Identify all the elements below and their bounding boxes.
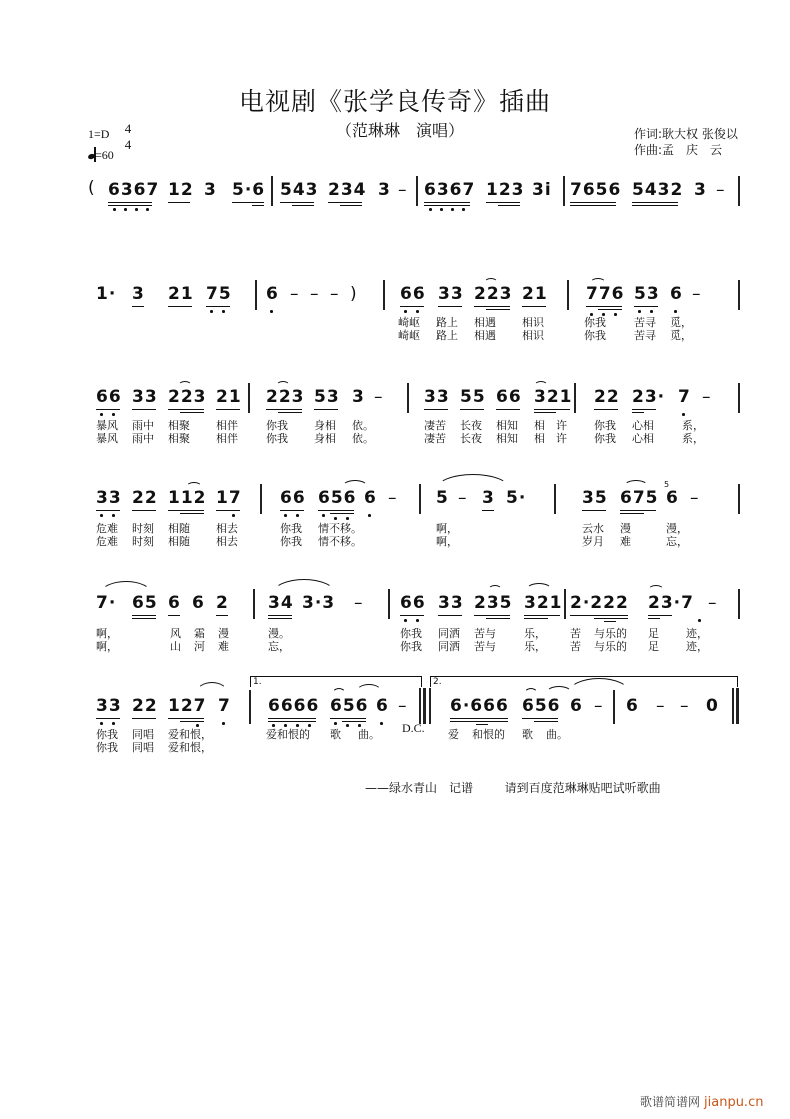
volta-1 — [250, 676, 422, 687]
note: 7 — [218, 696, 231, 716]
note: 7 — [678, 387, 691, 407]
note-group: 21 — [168, 284, 194, 304]
note-group: 543 — [280, 180, 319, 200]
lyric: 曲。 — [546, 728, 568, 741]
lyric: 爱和恨， — [168, 741, 212, 754]
lyric: 你我 — [280, 535, 302, 548]
note: 6 — [570, 696, 583, 716]
lyric: 崎岖 — [398, 316, 420, 329]
dash: – — [716, 180, 726, 200]
time-signature-top: 4 — [124, 121, 132, 136]
note: 3 — [378, 180, 391, 200]
lyric: 啊， — [436, 522, 458, 535]
lyric: 歌 — [330, 728, 341, 741]
staff-row-3 — [86, 383, 746, 453]
lyric: 爱和恨的 — [266, 728, 310, 741]
lyric: 危难 — [96, 535, 118, 548]
note-group: 53 — [634, 284, 660, 304]
lyric: 觅， — [670, 329, 692, 342]
lyric: 情不移。 — [318, 522, 362, 535]
credits — [634, 126, 738, 158]
note-group: 223 — [266, 387, 305, 407]
note-group: 21 — [522, 284, 548, 304]
lyric: 苦寻 — [634, 329, 656, 342]
time-signature-bottom: 4 — [124, 137, 132, 152]
lyric: 雨中 — [132, 419, 154, 432]
lyric: 你我 — [400, 627, 422, 640]
note-group: 3·3 — [302, 593, 336, 613]
note-group: 34 — [268, 593, 294, 613]
dash: – — [656, 696, 666, 716]
song-title: 电视剧《张学良传奇》插曲 — [238, 87, 551, 116]
lyric: 相遇 — [474, 316, 496, 329]
lyric: 风 — [170, 627, 181, 640]
grace-note: 5 — [664, 480, 670, 489]
note-group: 6·666 — [450, 696, 509, 716]
lyric: 你我 — [594, 432, 616, 445]
note-group: 33 — [438, 284, 464, 304]
dash: – — [708, 593, 718, 613]
lyric: 系， — [682, 432, 704, 445]
note-group: 66 — [400, 593, 426, 613]
note-group: 66 — [280, 488, 306, 508]
note-group: 33 — [132, 387, 158, 407]
lyric: 心相 — [632, 432, 654, 445]
lyric: 你我 — [280, 522, 302, 535]
lyric: 足 — [648, 627, 659, 640]
lyric: 歌 — [522, 728, 533, 741]
note-group: 5432 — [632, 180, 684, 200]
lyric: 你我 — [96, 741, 118, 754]
lyric: 系， — [682, 419, 704, 432]
note-group: 33 — [424, 387, 450, 407]
lyric: 长夜 — [460, 419, 482, 432]
lyric: 相识 — [522, 329, 544, 342]
lyric: 相 许 — [534, 432, 567, 445]
volta-2-label: 2. — [433, 677, 442, 687]
lyric: 相随 — [168, 522, 190, 535]
lyric: 迹， — [686, 640, 708, 653]
volta-1-label: 1. — [253, 677, 262, 687]
lyric: 苦与 — [474, 627, 496, 640]
staff-row-1 — [86, 172, 746, 216]
note-group: 6367 — [108, 180, 160, 200]
note-group: 6367 — [424, 180, 476, 200]
lyric: 身相 — [314, 432, 336, 445]
lyric: 相聚 — [168, 419, 190, 432]
lyric: 身相 — [314, 419, 336, 432]
note-group: 55 — [460, 387, 486, 407]
lyric: 爱 — [448, 728, 459, 741]
lyric: 足 — [648, 640, 659, 653]
lyric: 你我 — [400, 640, 422, 653]
lyric: 啊， — [436, 535, 458, 548]
note-group: 22 — [132, 696, 158, 716]
lyric: 苦 — [570, 640, 581, 653]
note-group: 66 — [400, 284, 426, 304]
lyricist: 作词:耿大权 张俊以 — [634, 127, 738, 141]
lyric: 路上 — [436, 316, 458, 329]
tempo-value: =60 — [95, 148, 114, 162]
listen-note: 请到百度范琳琳贴吧试听歌曲 — [504, 781, 661, 795]
lyric: 同唱 — [132, 728, 154, 741]
note-group: 2·222 — [570, 593, 629, 613]
dash: – — [690, 488, 700, 508]
lyric: 难 — [620, 535, 631, 548]
lyric: 与乐的 — [594, 640, 627, 653]
lyric: 啊， — [96, 640, 118, 653]
note: 6 — [376, 696, 389, 716]
performer-subtitle: （范琳琳 演唱） — [335, 121, 464, 140]
note-group: 234 — [328, 180, 367, 200]
note-group: 23· — [632, 387, 666, 407]
note: 6 — [192, 593, 205, 613]
note-group: 223 — [474, 284, 513, 304]
lyric: 忘， — [268, 640, 290, 653]
note-group: 75 — [206, 284, 232, 304]
watermark-domain: jianpu.cn — [704, 1095, 764, 1110]
lyric: 河 — [194, 640, 205, 653]
note-group: 127 — [168, 696, 207, 716]
note-group: 22 — [594, 387, 620, 407]
note-group: 33 — [96, 488, 122, 508]
lyric: 与乐的 — [594, 627, 627, 640]
note: 3 — [694, 180, 707, 200]
time-signature — [122, 121, 134, 153]
dash: – — [354, 593, 364, 613]
lyric: 相识 — [522, 316, 544, 329]
note-group: 7656 — [570, 180, 622, 200]
dash: – — [680, 696, 690, 716]
lyric: 啊， — [96, 627, 118, 640]
lyric: 漫。 — [268, 627, 290, 640]
note-group: 675 — [620, 488, 659, 508]
lyric: 你我 — [584, 329, 606, 342]
lyric: 你我 — [584, 316, 606, 329]
note-group: 656 — [330, 696, 369, 716]
note-group: 65 — [132, 593, 158, 613]
staff-row-2 — [86, 280, 746, 350]
lyric: 相知 — [496, 432, 518, 445]
dash: – — [692, 284, 702, 304]
note: 3 — [132, 284, 145, 304]
note: 6 — [168, 593, 181, 613]
lyric: 相去 — [216, 535, 238, 548]
lyric: 相随 — [168, 535, 190, 548]
staff-row-4 — [86, 470, 746, 550]
lyric: 你我 — [266, 419, 288, 432]
dash: – — [330, 284, 340, 304]
lyric: 相伴 — [216, 432, 238, 445]
note-group: 66 — [96, 387, 122, 407]
lyric: 暴风 — [96, 432, 118, 445]
dash: – — [310, 284, 320, 304]
lyric: 同洒 — [438, 640, 460, 653]
lyric: 相遇 — [474, 329, 496, 342]
tempo-marking — [88, 148, 114, 163]
lyric: 路上 — [436, 329, 458, 342]
lyric: 情不移。 — [318, 535, 362, 548]
note-group: 21 — [216, 387, 242, 407]
lyric: 时刻 — [132, 522, 154, 535]
staff-row-6 — [86, 672, 746, 757]
lyric: 你我 — [96, 728, 118, 741]
note: 6 — [670, 284, 683, 304]
lyric: 苦与 — [474, 640, 496, 653]
lyric: 同洒 — [438, 627, 460, 640]
note-group: 17 — [216, 488, 242, 508]
open-paren: ( — [88, 178, 96, 198]
note: 1· — [96, 284, 117, 304]
lyric: 觅， — [670, 316, 692, 329]
lyric: 崎岖 — [398, 329, 420, 342]
lyric: 乐， — [524, 627, 546, 640]
lyric: 相去 — [216, 522, 238, 535]
dash: – — [374, 387, 384, 407]
note-group: 123 — [486, 180, 525, 200]
lyric: 依。 — [352, 419, 374, 432]
lyric: 乐， — [524, 640, 546, 653]
lyric: 同唱 — [132, 741, 154, 754]
lyric: 凄苦 — [424, 419, 446, 432]
lyric: 霜 — [194, 627, 205, 640]
note: 3 — [204, 180, 217, 200]
lyric: 漫 — [620, 522, 631, 535]
lyric: 相伴 — [216, 419, 238, 432]
note-group: 223 — [168, 387, 207, 407]
lyric: 心相 — [632, 419, 654, 432]
lyric: 依。 — [352, 432, 374, 445]
note-group: 112 — [168, 488, 207, 508]
note: 6 — [266, 284, 279, 304]
note-group: 53 — [314, 387, 340, 407]
note: 6 — [666, 488, 679, 508]
note: 3 — [482, 488, 495, 508]
lyric: 雨中 — [132, 432, 154, 445]
note: 5· — [506, 488, 527, 508]
note: 2 — [216, 593, 229, 613]
lyric: 相 许 — [534, 419, 567, 432]
note-group: 321 — [534, 387, 573, 407]
staff-row-5 — [86, 575, 746, 655]
lyric: 云水 — [582, 522, 604, 535]
note-group: 66 — [496, 387, 522, 407]
lyric: 漫 — [218, 627, 229, 640]
lyric: 岁月 — [582, 535, 604, 548]
lyric: 你我 — [266, 432, 288, 445]
note-group: 23·7 — [648, 593, 694, 613]
lyric: 山 — [170, 640, 181, 653]
note: 3 — [352, 387, 365, 407]
dash: – — [388, 488, 398, 508]
lyric: 迹， — [686, 627, 708, 640]
lyric: 凄苦 — [424, 432, 446, 445]
note-group: 235 — [474, 593, 513, 613]
lyric: 暴风 — [96, 419, 118, 432]
key-signature: 1=D — [88, 127, 110, 141]
dash: – — [594, 696, 604, 716]
transcriber-credit: ——绿水青山 记谱 — [365, 781, 474, 795]
note-group: 6666 — [268, 696, 320, 716]
note: 6 — [626, 696, 639, 716]
dash: – — [398, 696, 408, 716]
lyric: 忘， — [666, 535, 688, 548]
note-group: 33 — [96, 696, 122, 716]
note: 6 — [364, 488, 377, 508]
lyric: 时刻 — [132, 535, 154, 548]
lyric: 相知 — [496, 419, 518, 432]
note: 7· — [96, 593, 117, 613]
lyric: 爱和恨， — [168, 728, 212, 741]
lyric: 相聚 — [168, 432, 190, 445]
note-group: 12 — [168, 180, 194, 200]
lyric: 难 — [218, 640, 229, 653]
lyric: 曲。 — [358, 728, 380, 741]
lyric: 长夜 — [460, 432, 482, 445]
note-group: 776 — [586, 284, 625, 304]
lyric: 苦寻 — [634, 316, 656, 329]
rest: 0 — [706, 696, 719, 716]
lyric: 和恨的 — [472, 728, 505, 741]
site-watermark — [640, 1093, 763, 1110]
note-group: 22 — [132, 488, 158, 508]
note-group: 5·6 — [232, 180, 266, 200]
note-group: 3i — [532, 180, 552, 200]
dash: – — [702, 387, 712, 407]
lyric: 苦 — [570, 627, 581, 640]
dash: – — [398, 180, 408, 200]
footer-credits — [365, 779, 661, 796]
note-group: 656 — [522, 696, 561, 716]
note-group: 656 — [318, 488, 357, 508]
lyric: 危难 — [96, 522, 118, 535]
lyric: 你我 — [594, 419, 616, 432]
dash: – — [290, 284, 300, 304]
note: 5 — [436, 488, 449, 508]
composer: 作曲:孟 庆 云 — [634, 143, 723, 157]
watermark-text: 歌谱简谱网 — [640, 1095, 701, 1109]
lyric: 漫， — [666, 522, 688, 535]
dash: – — [458, 488, 468, 508]
note-group: 33 — [438, 593, 464, 613]
note-group: 35 — [582, 488, 608, 508]
note-group: 321 — [524, 593, 563, 613]
close-paren: ) — [350, 284, 358, 304]
dc-marking: D.C. — [402, 721, 425, 735]
